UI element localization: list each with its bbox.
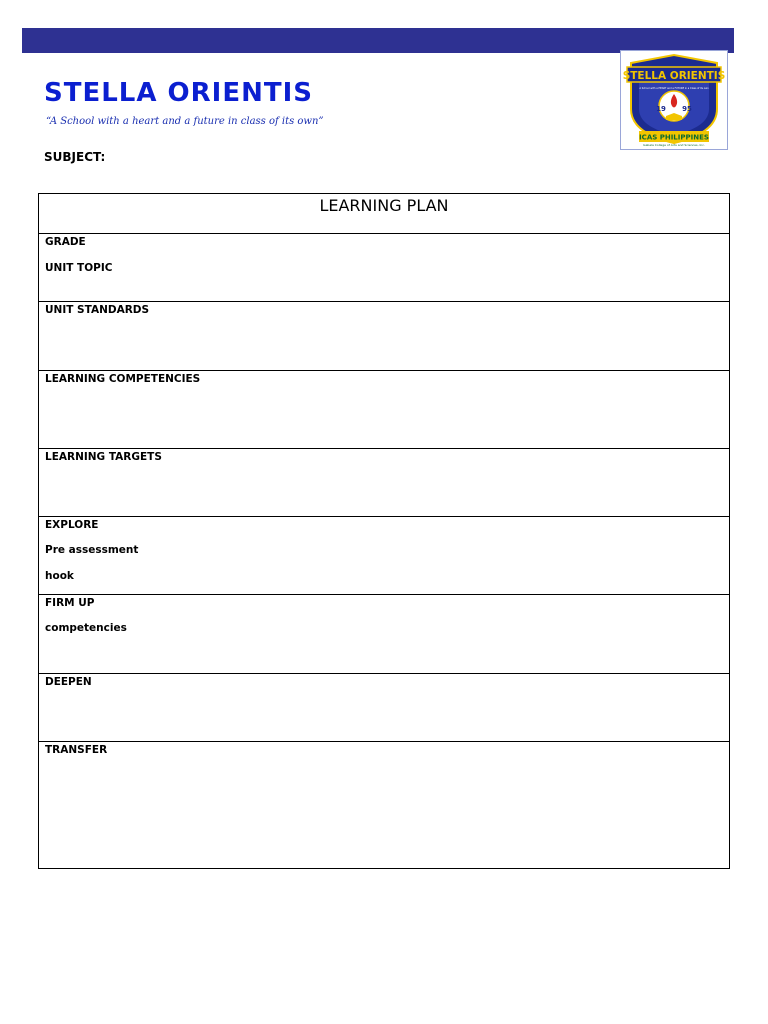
school-logo: [620, 50, 728, 150]
explore-label: EXPLORE: [45, 519, 99, 531]
transfer-row: [39, 741, 729, 868]
pre-assessment-label: Pre assessment: [45, 544, 139, 556]
deepen-label: DEEPEN: [45, 676, 92, 688]
learning-competencies-row: [39, 370, 729, 448]
subject-label: SUBJECT:: [44, 150, 106, 164]
school-name: STELLA ORIENTIS: [44, 78, 313, 108]
learning-targets-label: LEARNING TARGETS: [45, 451, 162, 463]
school-tagline: “A School with a heart and a future in class of its own”: [46, 116, 324, 127]
firm-up-label: FIRM UP: [45, 597, 95, 609]
learning-targets-row: [39, 448, 729, 516]
deepen-row: [39, 673, 729, 741]
firm-up-row: [39, 594, 729, 673]
unit-standards-row: [39, 301, 729, 370]
unit-standards-label: UNIT STANDARDS: [45, 304, 150, 316]
plan-title: LEARNING PLAN: [319, 196, 449, 215]
logo-ribbon-text: ICAS PHILIPPINES: [639, 133, 709, 142]
learning-plan-table: [38, 193, 730, 869]
plan-title-row: [39, 194, 729, 233]
hook-label: hook: [45, 570, 74, 582]
logo-motto: A School with a HEART and a FUTURE in a Class of its own: [639, 87, 709, 90]
logo-year-left: 19: [656, 105, 666, 113]
logo-year-right: 95: [682, 105, 692, 113]
unit-topic-label: UNIT TOPIC: [45, 262, 113, 274]
learning-competencies-label: LEARNING COMPETENCIES: [45, 373, 201, 385]
grade-row: [39, 233, 729, 301]
logo-name: STELLA ORIENTIS: [622, 70, 726, 82]
competencies-label: competencies: [45, 622, 127, 634]
school-crest-icon: [621, 51, 727, 149]
transfer-label: TRANSFER: [45, 744, 108, 756]
explore-row: [39, 516, 729, 594]
grade-label: GRADE: [45, 236, 86, 248]
logo-org-line: Isabela College of Arts and Sciences, Inc.: [643, 143, 705, 147]
